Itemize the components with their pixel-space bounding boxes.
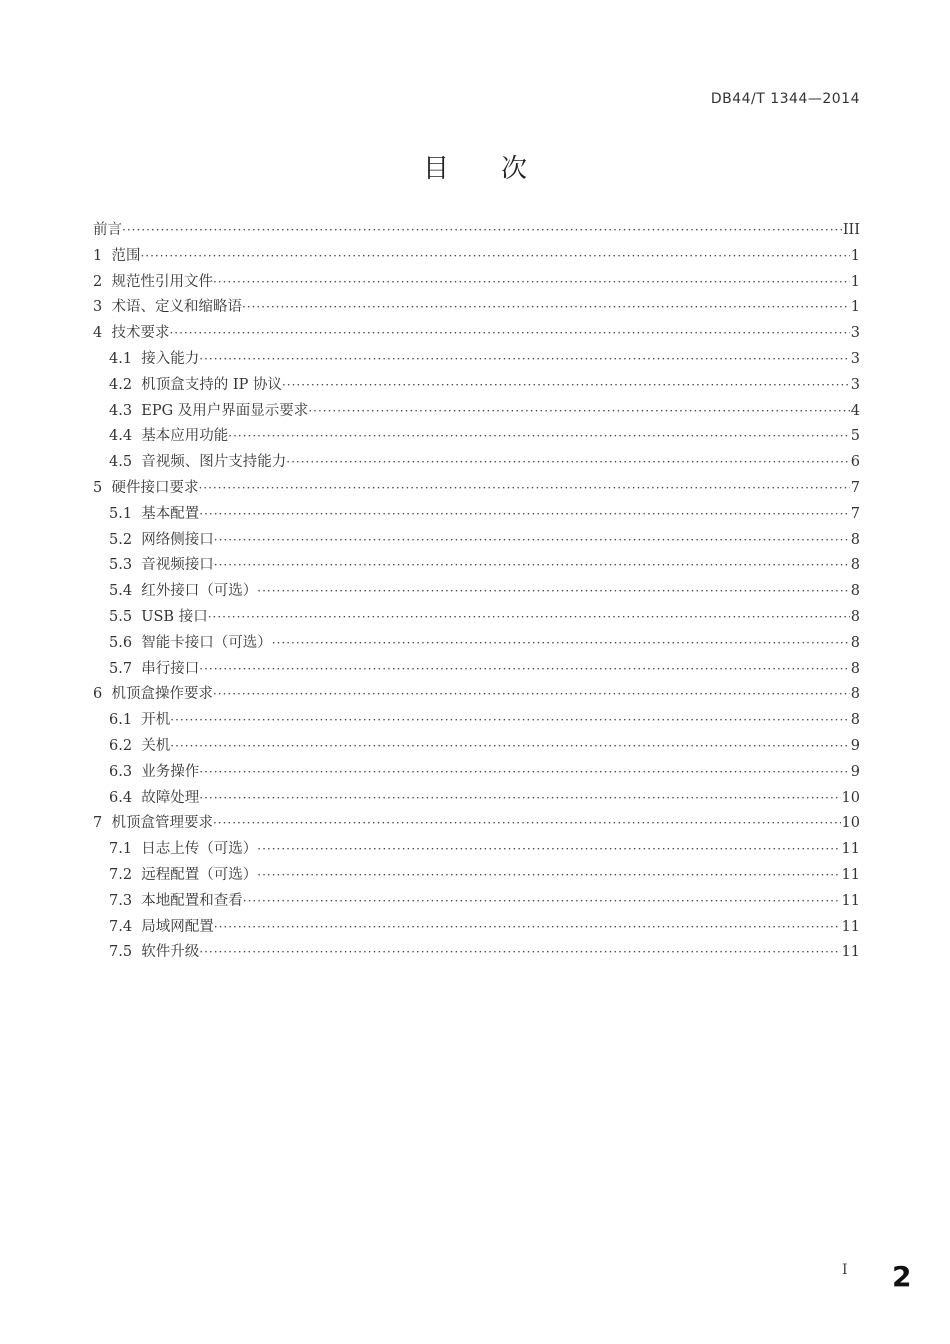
roman-page-number: I [842, 1262, 848, 1278]
toc-entry-label: 7.3 本地配置和查看 [109, 892, 243, 909]
toc-entry[interactable] [93, 631, 860, 657]
toc-entry[interactable] [93, 373, 860, 399]
toc-entry-label: 5.6 智能卡接口（可选） [109, 634, 272, 651]
toc-entry-label: 7.4 局域网配置 [109, 918, 214, 935]
toc-entry-page: 1 [850, 299, 860, 316]
table-of-contents [93, 218, 860, 966]
toc-entry-page: 11 [841, 841, 860, 858]
toc-entry-page: 1 [850, 273, 860, 290]
toc-dot-leader [228, 424, 849, 450]
toc-entry-label: 6 机顶盒操作要求 [93, 686, 213, 703]
toc-entry-page: 3 [850, 376, 860, 393]
toc-dot-leader [199, 786, 840, 812]
toc-entry-page: 11 [841, 892, 860, 909]
toc-entry-label: 5.1 基本配置 [109, 505, 200, 522]
toc-dot-leader [214, 553, 850, 579]
toc-entry-label: 7.2 远程配置（可选） [109, 866, 258, 883]
toc-entry[interactable] [93, 915, 860, 941]
toc-entry-page: 9 [850, 763, 860, 780]
toc-entry-page: 11 [841, 944, 860, 961]
toc-entry[interactable] [93, 579, 860, 605]
toc-entry[interactable] [93, 450, 860, 476]
toc-entry[interactable] [93, 682, 860, 708]
toc-entry-label: 3 术语、定义和缩略语 [93, 299, 242, 316]
toc-entry[interactable] [93, 837, 860, 863]
toc-entry-page: III [842, 222, 860, 238]
toc-entry[interactable] [93, 786, 860, 812]
toc-entry-page: 8 [850, 712, 860, 729]
toc-entry[interactable] [93, 734, 860, 760]
toc-entry-page: 10 [841, 815, 860, 832]
toc-dot-leader [257, 863, 840, 889]
toc-entry[interactable] [93, 476, 860, 502]
toc-entry-label: 5.7 串行接口 [109, 660, 200, 677]
toc-dot-leader [170, 734, 849, 760]
toc-entry-label: 7.5 软件升级 [109, 944, 200, 961]
toc-dot-leader [272, 631, 850, 657]
toc-dot-leader [140, 244, 849, 270]
toc-entry-page: 8 [850, 583, 860, 600]
toc-entry[interactable] [93, 244, 860, 270]
toc-entry-label: 5.2 网络侧接口 [109, 531, 214, 548]
toc-entry-page: 8 [850, 634, 860, 651]
toc-dot-leader [214, 915, 841, 941]
toc-entry-label: 5.5 USB 接口 [109, 608, 208, 625]
toc-entry-page: 3 [850, 325, 860, 342]
toc-entry[interactable] [93, 528, 860, 554]
toc-dot-leader [199, 760, 849, 786]
toc-dot-leader [214, 528, 850, 554]
toc-entry[interactable] [93, 760, 860, 786]
toc-entry-label: 6.4 故障处理 [109, 789, 200, 806]
toc-dot-leader [213, 811, 841, 837]
toc-entry[interactable] [93, 708, 860, 734]
toc-entry-label: 6.3 业务操作 [109, 763, 200, 780]
toc-entry[interactable] [93, 399, 860, 425]
toc-entry[interactable] [93, 270, 860, 296]
toc-entry-page: 8 [850, 531, 860, 548]
toc-entry[interactable] [93, 321, 860, 347]
toc-dot-leader [308, 399, 849, 425]
toc-entry-label: 5.4 红外接口（可选） [109, 583, 258, 600]
toc-entry-label: 前言 [93, 222, 122, 238]
toc-entry-label: 4 技术要求 [93, 325, 170, 342]
toc-dot-leader [208, 605, 850, 631]
toc-dot-leader [198, 476, 849, 502]
toc-entry[interactable] [93, 889, 860, 915]
toc-entry[interactable] [93, 218, 860, 244]
toc-entry[interactable] [93, 502, 860, 528]
toc-dot-leader [199, 347, 849, 373]
toc-entry-label: 1 范围 [93, 247, 141, 264]
toc-entry-page: 4 [850, 402, 860, 419]
toc-entry[interactable] [93, 295, 860, 321]
toc-entry[interactable] [93, 811, 860, 837]
toc-entry-page: 7 [850, 479, 860, 496]
toc-entry[interactable] [93, 863, 860, 889]
toc-entry-page: 11 [841, 866, 860, 883]
toc-dot-leader [242, 295, 850, 321]
toc-dot-leader [122, 218, 842, 244]
toc-entry-label: 5 硬件接口要求 [93, 479, 199, 496]
toc-entry[interactable] [93, 553, 860, 579]
toc-entry-label: 4.3 EPG 及用户界面显示要求 [109, 402, 309, 419]
toc-dot-leader [199, 502, 849, 528]
toc-entry-page: 8 [850, 608, 860, 625]
toc-entry-page: 10 [841, 789, 860, 806]
toc-entry[interactable] [93, 424, 860, 450]
toc-entry-label: 2 规范性引用文件 [93, 273, 213, 290]
toc-entry-label: 6.1 开机 [109, 712, 171, 729]
toc-entry-label: 6.2 关机 [109, 737, 171, 754]
standard-code: DB44/T 1344—2014 [710, 91, 860, 107]
toc-entry-label: 5.3 音视频接口 [109, 557, 214, 574]
toc-entry-label: 7.1 日志上传（可选） [109, 841, 258, 858]
toc-entry-label: 4.4 基本应用功能 [109, 428, 229, 445]
toc-dot-leader [257, 837, 840, 863]
toc-entry[interactable] [93, 347, 860, 373]
toc-dot-leader [199, 940, 840, 966]
toc-dot-leader [169, 321, 849, 347]
toc-entry-label: 4.1 接入能力 [109, 350, 200, 367]
toc-dot-leader [243, 889, 841, 915]
toc-entry-page: 3 [850, 350, 860, 367]
toc-entry-label: 7 机顶盒管理要求 [93, 815, 213, 832]
toc-dot-leader [286, 450, 849, 476]
toc-entry-page: 8 [850, 557, 860, 574]
toc-entry-page: 6 [850, 454, 860, 471]
toc-entry-page: 5 [850, 428, 860, 445]
toc-entry-page: 7 [850, 505, 860, 522]
toc-dot-leader [257, 579, 849, 605]
toc-dot-leader [213, 682, 850, 708]
toc-entry[interactable] [93, 940, 860, 966]
toc-entry-page: 9 [850, 737, 860, 754]
toc-dot-leader [282, 373, 850, 399]
toc-entry[interactable] [93, 657, 860, 683]
toc-entry-page: 8 [850, 660, 860, 677]
sheet-number: 2 [892, 1260, 912, 1293]
toc-dot-leader [170, 708, 849, 734]
toc-dot-leader [213, 270, 850, 296]
toc-dot-leader [199, 657, 849, 683]
toc-entry[interactable] [93, 605, 860, 631]
toc-entry-page: 8 [850, 686, 860, 703]
toc-title: 目次 [422, 154, 579, 184]
toc-entry-label: 4.5 音视频、图片支持能力 [109, 454, 287, 471]
toc-entry-label: 4.2 机顶盒支持的 IP 协议 [109, 376, 282, 393]
toc-entry-page: 1 [850, 247, 860, 264]
toc-entry-page: 11 [841, 918, 860, 935]
